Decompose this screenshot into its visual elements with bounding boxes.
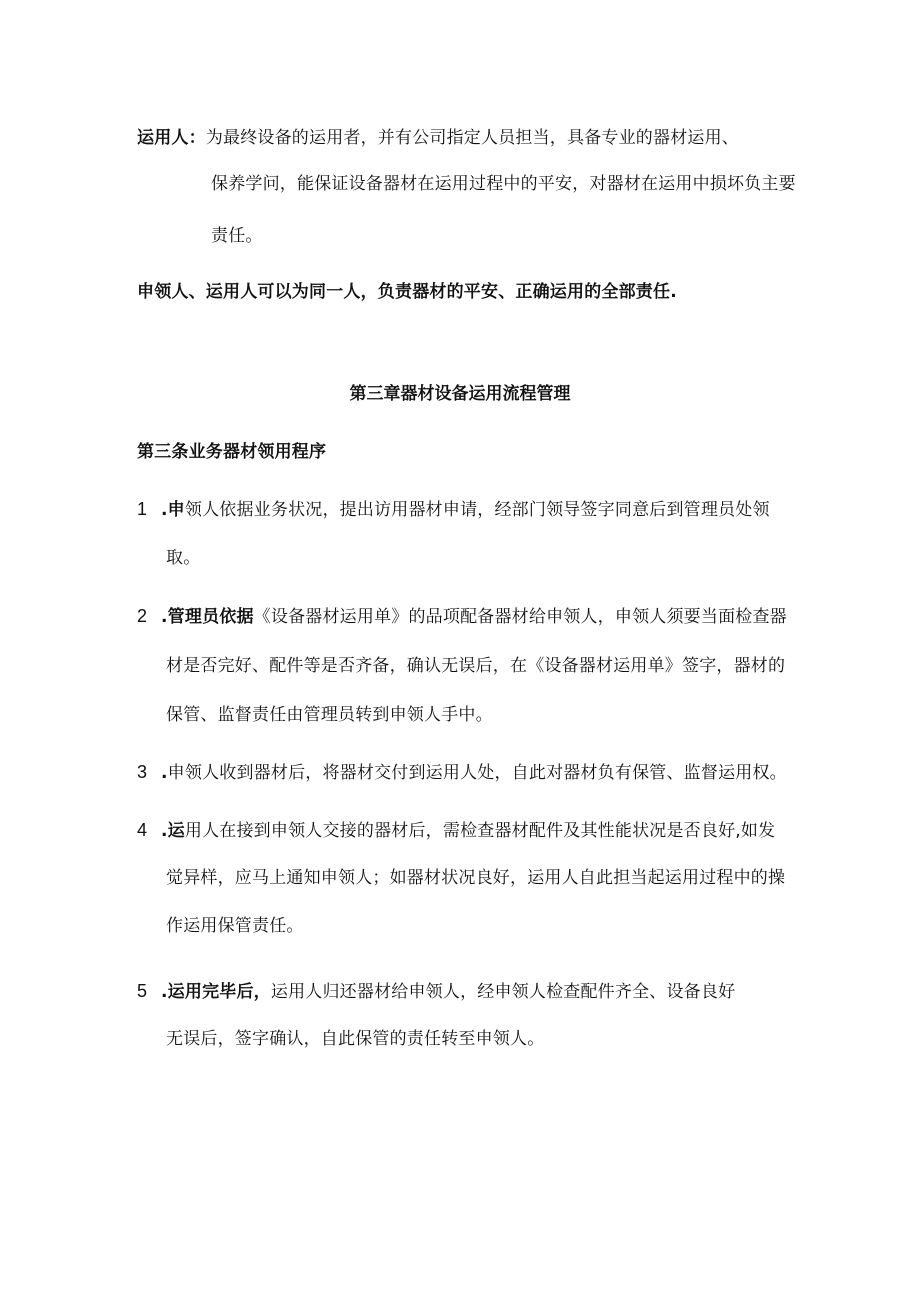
- list-item-text: 用人在接到申领人交接的器材后，需检查器材配件及其性能状况是否良好,如发: [184, 821, 776, 841]
- user-text-line3: 责任。: [211, 226, 263, 246]
- list-item-2-line2: 材是否完好、配件等是否齐备，确认无误后，在《设备器材运用单》签字，器材的: [166, 656, 786, 676]
- list-item-number: 2: [137, 606, 148, 626]
- list-item-text: 《设备器材运用单》的品项配备器材给申领人，申领人须要当面检查器: [253, 607, 787, 627]
- list-item-bold-lead: 申: [167, 500, 185, 520]
- list-item-bold-lead: 运: [167, 821, 185, 841]
- list-item-2-line1: [137, 604, 787, 629]
- chapter-title: 第三章器材设备运用流程管理: [349, 384, 571, 404]
- list-item-number: 3: [137, 762, 148, 782]
- list-item-dot: .: [161, 500, 168, 520]
- list-item-dot: .: [161, 982, 168, 1002]
- list-item-4-line1: [137, 818, 775, 843]
- user-paragraph-line1: [137, 126, 739, 150]
- list-item-4-line3: 作运用保管责任。: [166, 916, 304, 936]
- section-title: 第三条业务器材领用程序: [137, 442, 327, 462]
- list-item-dot: .: [161, 821, 168, 841]
- list-item-4-line2: 觉异样，应马上通知申领人；如器材状况良好，运用人自此担当起运用过程中的操: [166, 868, 786, 888]
- list-item-text: 运用人归还器材给申领人，经申领人检查配件齐全、设备良好: [270, 982, 736, 1002]
- list-item-bold-lead: 运用完毕后，: [167, 982, 271, 1002]
- list-item-text: 申领人收到器材后，将器材交付到运用人处，自此对器材负有保管、监督运用权。: [167, 763, 787, 783]
- user-text-line1: 为最终设备的运用者，并有公司指定人员担当，具备专业的器材运用、: [205, 128, 740, 148]
- user-label: 运用人：: [137, 128, 206, 148]
- same-person-paragraph: 申领人、运用人可以为同一人，负责器材的平安、正确运用的全部责任.: [137, 282, 677, 302]
- list-item-3-line1: [137, 760, 787, 785]
- list-item-5-line2: 无误后，签字确认，自此保管的责任转至申领人。: [166, 1029, 545, 1049]
- list-item-1-line1: [137, 497, 770, 522]
- list-item-number: 5: [137, 981, 148, 1001]
- list-item-number: 4: [137, 820, 148, 840]
- list-item-dot: .: [161, 763, 168, 783]
- list-item-bold-lead: 管理员依据: [167, 607, 254, 627]
- list-item-number: 1: [137, 499, 148, 519]
- list-item-2-line3: 保管、监督责任由管理员转到申领人手中。: [166, 705, 493, 725]
- list-item-5-line1: [137, 979, 735, 1004]
- list-item-1-line2: 取。: [166, 548, 201, 568]
- list-item-text: 领人依据业务状况，提出访用器材申请，经部门领导签字同意后到管理员处领: [184, 500, 770, 520]
- user-text-line2: 保养学问，能保证设备器材在运用过程中的平安，对器材在运用中损坏负主要: [211, 174, 796, 194]
- list-item-dot: .: [161, 607, 168, 627]
